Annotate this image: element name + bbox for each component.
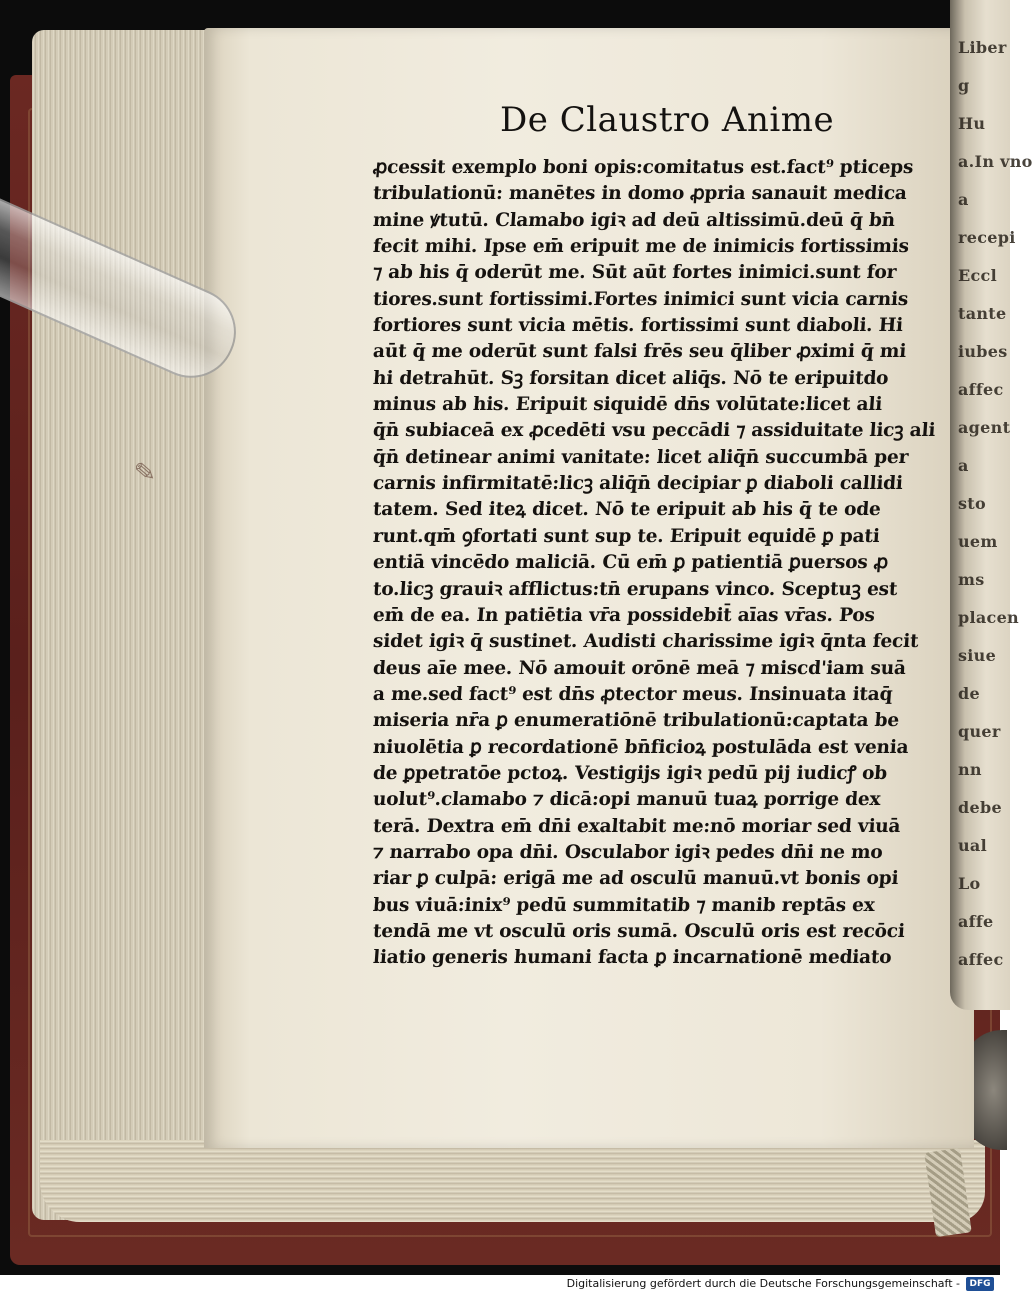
facing-page-text: affec (958, 950, 1004, 969)
pencil-mark: ✎ (132, 457, 157, 489)
text-line: ꝓcessit exemplo boni opis:comitatus est.fact⁹ pticeps (372, 157, 914, 178)
text-line: runt.qm̄ ꝯfortati sunt sup te. Eripuit equidē ꝑ pati (372, 525, 881, 547)
text-line: hi detrahūt. Sꝫ forsitan dicet aliq̄s. Nō te eripuitdo (372, 367, 890, 389)
text-line: ⁊ ab his q̄ oderūt me. Sūt aūt fortes inimici.sunt for (372, 262, 897, 284)
facing-page-text: a (958, 456, 969, 475)
facing-page-text: affe (958, 912, 994, 931)
facing-page-text: Eccl (958, 266, 997, 285)
facing-page-text: Hu (958, 114, 986, 133)
text-line: uolut⁹.clamabo ⁊ dicā:opi manuū tuaꝝ porrige dex (372, 789, 882, 811)
text-line: mine ꝟtutū. Clamabo igiꝛ ad deū altissimū.deū q̄ bn̄ (372, 209, 896, 231)
text-line: miseria nr̄a ꝑ enumeratiōnē tribulationū:captata be (372, 710, 900, 732)
facing-page-text: a (958, 190, 969, 209)
facing-page-text: de (958, 684, 980, 703)
text-line: bus viuā:inix⁹ pedū summitatib ⁊ manib reptās ex (372, 894, 876, 916)
text-line: em̄ de ea. In patiētia vr̄a possidebit̄ aīas vr̄as. Pos (372, 604, 876, 626)
text-line: a me.sed fact⁹ est dn̄s ꝓtector meus. Insinuata itaq̄ (372, 683, 894, 705)
facing-page-text: affec (958, 380, 1004, 399)
page-text (373, 155, 943, 972)
text-line: liatio generis humani facta ꝑ incarnationē mediato (372, 947, 893, 969)
facing-page-text: ual (958, 836, 987, 855)
page-block-bottom (40, 1140, 985, 1222)
facing-page-text: siue (958, 646, 997, 665)
facing-page-text: recepi (958, 228, 1016, 247)
dfg-logo[interactable]: DFG (966, 1277, 994, 1291)
facing-page-text: a.In vno (958, 152, 1033, 171)
text-line: fortiores sunt vicia mētis. fortissimi sunt diaboli. Hi (372, 315, 904, 337)
text-line: terā. Dextra em̄ dn̄i exaltabit me:nō moriar sed viuā (372, 815, 902, 837)
facing-page-text: Liber (958, 38, 1007, 57)
text-line: minus ab his. Eripuit siquidē dn̄s volūtate:licet ali (372, 394, 883, 416)
text-line: entiā vincēdo maliciā. Cū em̄ ꝑ patientiā ꝑuersos ꝓ (372, 552, 889, 574)
footer-bar (0, 1275, 1000, 1294)
text-line: q̄n̄ subiaceā ex ꝓcedēti vsu peccādi ⁊ assiduitate licꝫ ali (372, 420, 936, 442)
facing-page-text: nn (958, 760, 982, 779)
facing-page-text: debe (958, 798, 1002, 817)
text-line: de ꝑpetratōe pctoꝝ. Vestigijs igiꝛ pedū pij iudicꝭ ob (372, 762, 888, 784)
text-line: tendā me vt osculū oris sumā. Osculū oris est recōci (372, 920, 906, 942)
text-line: carnis infirmitatē:licꝫ aliq̄n̄ decipiar ꝑ diaboli callidi (372, 473, 904, 495)
facing-page-edge (950, 0, 1033, 1010)
facing-page-text: g (958, 76, 970, 95)
funding-credit: Digitalisierung gefördert durch die Deutsche Forschungsgemeinschaft - (566, 1277, 960, 1290)
page-heading: De Claustro Anime (500, 100, 835, 140)
facing-page-text: ms (958, 570, 985, 589)
text-line: tribulationū: manētes in domo ꝓpria sanauit medica (372, 183, 908, 205)
facing-page-text: placen (958, 608, 1019, 627)
text-line: ⁊ narrabo opa dn̄i. Osculabor igiꝛ pedes dn̄i ne mo (372, 841, 884, 863)
facing-page-text: Lo (958, 874, 981, 893)
text-line: tatem. Sed iteꝝ dicet. Nō te eripuit ab his q̄ te ode (372, 499, 882, 521)
text-line: sidet igiꝛ q̄ sustinet. Audisti charissime igiꝛ q̄nta fecit (372, 631, 920, 653)
text-line: riar ꝑ culpā: erigā me ad osculū manuū.vt bonis opi (372, 868, 900, 890)
facing-page-text: uem (958, 532, 998, 551)
text-line: deus aīe mee. Nō amouit orōnē meā ⁊ miscd'iam suā (372, 657, 907, 679)
facing-page-text: sto (958, 494, 986, 513)
facing-page-text: iubes (958, 342, 1008, 361)
text-line: q̄n̄ detinear animi vanitate: licet aliq̄n̄ succumbā per (372, 446, 909, 468)
text-line: fecit mihi. Ipse em̄ eripuit me de inimicis fortissimis (372, 236, 910, 258)
text-line: to.licꝫ grauiꝛ afflictus:tn̄ erupans vinco. Sceptuꝫ est (372, 578, 898, 600)
text-line: niuolētia ꝑ recordationē bn̄ficioꝝ postulāda est venia (372, 736, 910, 758)
text-line: aūt q̄ me oderūt sunt falsi frēs seu q̄liber ꝓximi q̄ mi (372, 341, 907, 363)
facing-page-text: tante (958, 304, 1007, 323)
facing-page-text: agent (958, 418, 1011, 437)
page-block-left (32, 30, 217, 1220)
text-line: tiores.sunt fortissimi.Fortes inimici sunt vicia carnis (372, 288, 909, 310)
facing-page-text: quer (958, 722, 1001, 741)
